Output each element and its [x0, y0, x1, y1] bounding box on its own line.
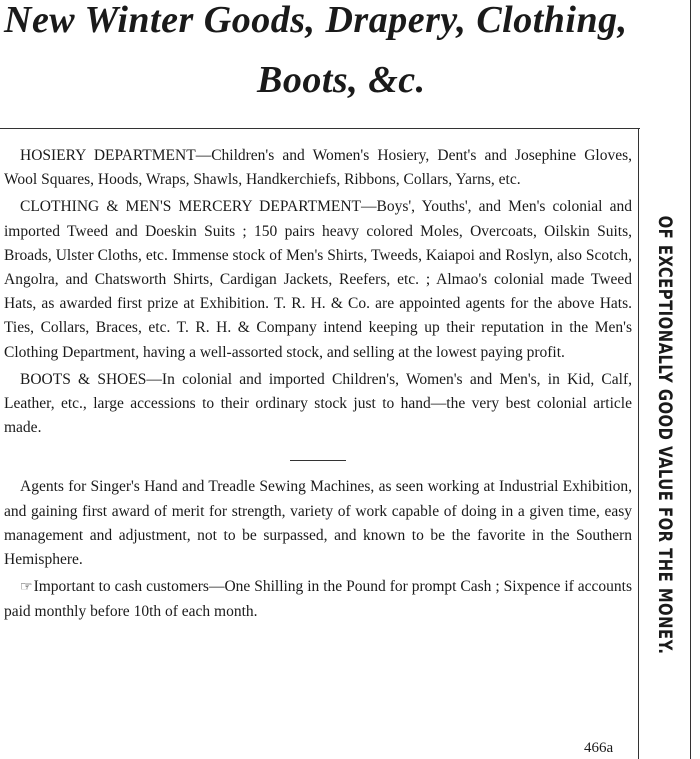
side-border-right	[690, 0, 691, 759]
side-banner-text-wrap	[654, 154, 676, 717]
cash-text: Important to cash customers—One Shilling in the Pound for prompt Cash ; Sixpence if accounts paid monthly before 10th of each month.	[4, 578, 632, 621]
singer-paragraph: Agents for Singer's Hand and Treadle Sewing Machines, as seen working at Industrial Exhibition, and gaining first award of merit for strength, variety of work capable of doing in a given time, easy management and adjustment, not to be surpassed, and known to be the favorite in the Southern Hemisphere.	[4, 478, 632, 569]
side-border-left	[638, 128, 639, 759]
hosiery-paragraph: HOSIERY DEPARTMENT—Children's and Women's Hosiery, Dent's and Josephine Gloves, Wool Squares, Hoods, Wraps, Shawls, Handkerchiefs, Ribbons, Collars, Yarns, etc.	[4, 147, 632, 189]
advertisement-body	[4, 144, 632, 625]
side-banner	[640, 140, 690, 730]
clothing-paragraph: CLOTHING & MEN'S MERCERY DEPARTMENT—Boys', Youths', and Men's colonial and imported Tweed and Doeskin Suits ; 150 pairs heavy colored Moles, Overcoats, Oilskin Suits, Broads, Ulster Cloths, etc. Immense stock of Men's Shirts, Tweeds, Kaiapoi and Roslyn, also Scotch, Angolra, and Chatsworth Shirts, Cardigan Jackets, Reefers, etc. ; Almao's colonial made Tweed Hats, as awarded first prize at Exhibition. T. R. H. & Co. are appointed agents for the above Hats. Ties, Collars, Braces, etc. T. R. H. & Company intend keeping up their reputation in the Men's Clothing Department, having a well-assorted stock, and selling at the lowest paying profit.	[4, 198, 632, 361]
page-mark: 466a	[584, 740, 614, 756]
boots-paragraph: BOOTS & SHOES—In colonial and imported Children's, Women's and Men's, in Kid, Calf, Leather, etc., large accessions to their ordinary stock just to hand—the very best colonial article made.	[4, 370, 632, 437]
headline-line-2: Boots, &c.	[257, 59, 426, 101]
side-banner-text: OF EXCEPTIONALLY GOOD VALUE FOR THE MONEY.	[654, 215, 676, 655]
cash-paragraph	[4, 575, 632, 624]
horizontal-rule	[0, 128, 640, 129]
pointing-hand-icon: ☞	[20, 580, 33, 596]
headline-line-1: New Winter Goods, Drapery, Clothing,	[4, 0, 628, 41]
